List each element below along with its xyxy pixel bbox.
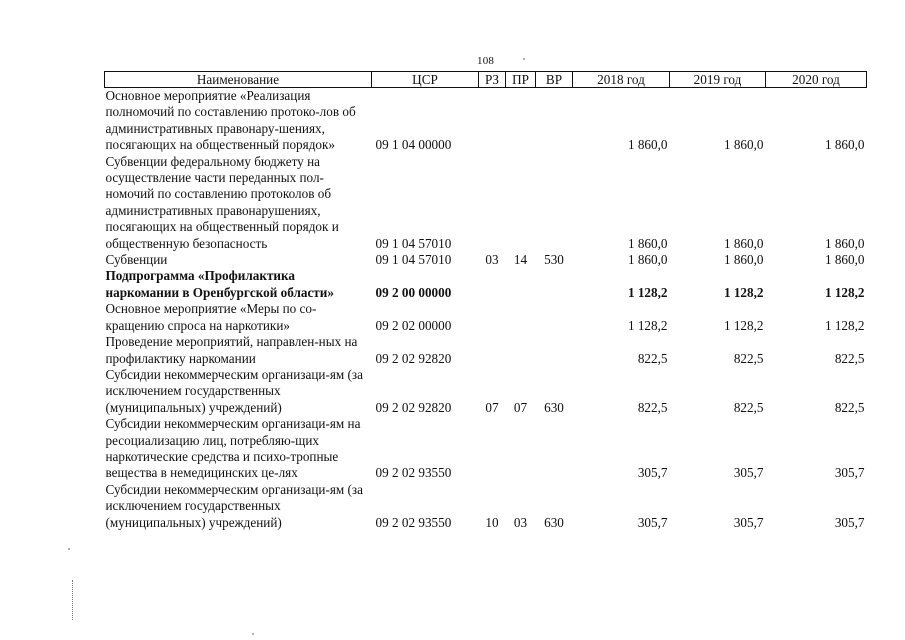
cell-2018: 822,5 [637,399,668,415]
cell-name: Субсидии некоммерческим организаци-ям (за исключением государственных (муниципальных) учреждений) [105,366,363,415]
cell-name: Проведение мероприятий, направлен-ных на профилактику наркомании [105,334,358,366]
cell-2019: 1 860,0 [723,137,764,153]
cell-2019: 305,7 [733,465,764,481]
cell-pr [506,268,536,301]
cell-vr: 530 [544,252,564,268]
cell-pr [506,301,536,334]
cell-2019: 1 128,2 [723,317,764,333]
cell-vr [536,154,573,252]
table-row [105,482,867,531]
cell-rz [479,88,506,154]
cell-csr: 09 2 02 93550 [375,465,452,481]
cell-csr: 09 1 04 57010 [375,252,452,268]
header-csr: ЦСР [372,72,479,88]
page-number: 108 [477,55,495,67]
cell-csr: 09 1 04 00000 [375,137,452,153]
cell-2020: 1 128,2 [824,284,865,300]
header-2020: 2020 год [766,72,867,88]
cell-2020: 305,7 [834,465,865,481]
cell-2019: 1 128,2 [723,284,764,300]
table-row [105,334,867,367]
cell-2020: 822,5 [834,350,865,366]
cell-name: Субсидии некоммерческим организаци-ям на ресоциализацию лиц, потребляю-щих наркотические средства и психо-тропные вещества в немедицинских це-лях [105,416,361,481]
cell-csr: 09 2 02 00000 [375,317,452,333]
cell-vr [536,301,573,334]
cell-pr: 03 [513,514,528,530]
scan-speck [523,58,525,60]
table-row [105,88,867,154]
cell-vr: 630 [544,399,564,415]
cell-rz [479,301,506,334]
cell-name: Субвенции [105,252,168,268]
cell-2018: 1 860,0 [627,235,668,251]
cell-2020: 1 860,0 [824,137,865,153]
table-body [105,88,867,531]
cell-name: Основное мероприятие «Меры по со-кращению спроса на наркотики» [105,301,317,333]
cell-pr [506,416,536,482]
cell-2018: 822,5 [637,350,668,366]
cell-2019: 822,5 [733,350,764,366]
cell-rz: 10 [485,514,499,530]
header-vr: ВР [536,72,573,88]
cell-csr: 09 2 02 92820 [375,350,452,366]
table-row [105,154,867,252]
header-2019: 2019 год [670,72,766,88]
cell-csr: 09 2 02 92820 [375,399,452,415]
header-pr: ПР [506,72,536,88]
cell-pr [506,334,536,367]
cell-2018: 1 128,2 [627,317,668,333]
table-row [105,301,867,334]
table-row [105,268,867,301]
table-row [105,416,867,482]
cell-2018: 305,7 [637,465,668,481]
cell-2020: 1 860,0 [824,235,865,251]
header-rz: РЗ [479,72,506,88]
cell-2019: 305,7 [733,514,764,530]
cell-2018: 305,7 [637,514,668,530]
cell-2018: 1 860,0 [627,137,668,153]
table-header-row [105,72,867,88]
budget-table [104,71,867,531]
cell-name: Подпрограмма «Профилактика наркомании в Оренбургской области» [105,268,334,300]
cell-name: Основное мероприятие «Реализация полномочий по составлению протоко-лов об административных правонару-шениях, посягающих на общественный порядок» [105,88,356,153]
cell-name: Субсидии некоммерческим организаци-ям (за исключением государственных (муниципальных) учреждений) [105,481,363,530]
cell-vr [536,268,573,301]
table-row [105,367,867,416]
cell-vr [536,334,573,367]
scan-speck [252,633,254,635]
cell-name: Субвенции федеральному бюджету на осуществление части переданных пол-номочий по составлению протоколов об административных правонарушениях, посягающих на общественный порядок и общественную безопасность [105,153,339,251]
cell-pr: 07 [513,399,528,415]
cell-csr: 09 2 02 93550 [375,514,452,530]
header-name: Наименование [105,72,372,88]
cell-pr [506,154,536,252]
cell-2020: 822,5 [834,399,865,415]
margin-mark [72,580,74,620]
table-row [105,252,867,268]
cell-pr [506,88,536,154]
cell-2020: 1 128,2 [824,317,865,333]
cell-2019: 1 860,0 [723,235,764,251]
cell-pr: 14 [513,252,528,268]
cell-rz [479,334,506,367]
cell-2020: 305,7 [834,514,865,530]
cell-vr: 630 [544,514,564,530]
scan-speck [68,548,70,550]
cell-2018: 1 128,2 [627,284,668,300]
header-2018: 2018 год [573,72,670,88]
cell-2019: 1 860,0 [723,252,764,268]
cell-rz: 07 [485,399,499,415]
cell-2020: 1 860,0 [824,252,865,268]
cell-csr: 09 2 00 00000 [375,284,452,300]
cell-vr [536,416,573,482]
cell-rz [479,416,506,482]
cell-vr [536,88,573,154]
cell-2019: 822,5 [733,399,764,415]
cell-csr: 09 1 04 57010 [375,235,452,251]
cell-rz [479,268,506,301]
cell-rz: 03 [485,252,499,268]
cell-rz [479,154,506,252]
cell-2018: 1 860,0 [627,252,668,268]
